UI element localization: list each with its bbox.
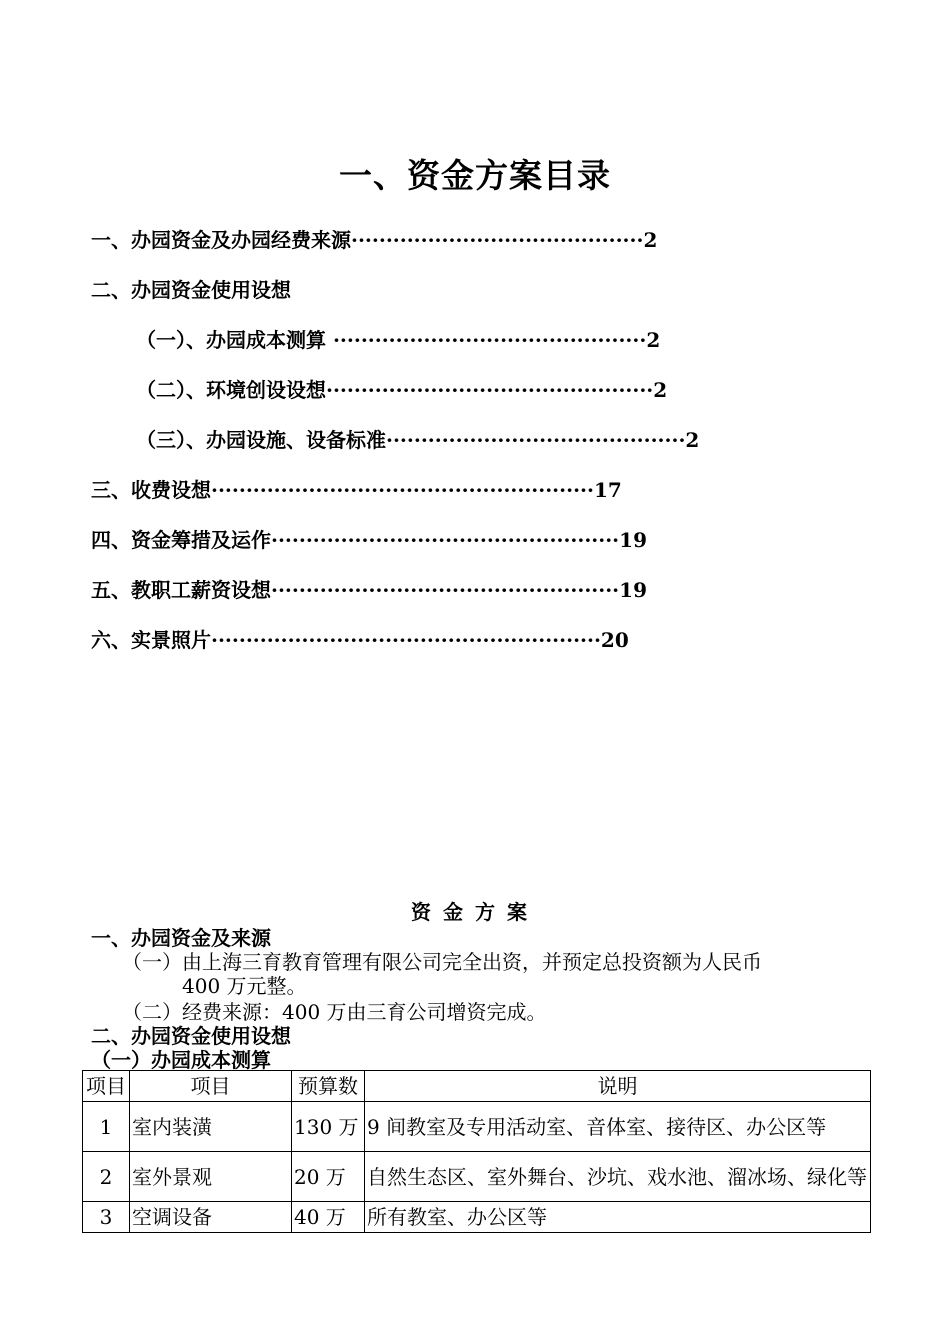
toc-leader-dots: ·············································	[332, 328, 647, 352]
cell-no: 1	[83, 1102, 130, 1152]
heading-funding-source: 一、办园资金及来源	[91, 926, 271, 950]
toc-leader-dots: ···········································	[386, 428, 686, 452]
cell-item: 空调设备	[130, 1202, 292, 1233]
cell-description: 所有教室、办公区等	[365, 1202, 871, 1233]
toc-entry[interactable]	[91, 624, 629, 653]
budget-table	[82, 1070, 871, 1233]
paragraph-funding-2: （二）经费来源：400 万由三育公司增资完成。	[122, 1000, 547, 1024]
cell-description: 自然生态区、室外舞台、沙坑、戏水池、溜冰场、绿化等	[365, 1152, 871, 1202]
toc-leader-dots: ·······················································	[211, 478, 594, 502]
header-budget: 预算数	[292, 1071, 365, 1102]
toc-entry-text: （三）、办园设施、设备标准	[136, 428, 386, 452]
table-header-row	[83, 1071, 871, 1102]
section-title: 资金方案	[411, 900, 539, 924]
toc-page-number: 19	[619, 528, 647, 552]
toc-entry-text: 四、资金筹措及运作	[91, 528, 271, 552]
toc-page-number: 17	[593, 478, 622, 502]
heading-fund-usage: 二、办园资金使用设想	[91, 1024, 291, 1048]
toc-entry[interactable]	[91, 474, 622, 503]
toc-page-number: 20	[600, 628, 629, 652]
cell-budget: 130 万	[292, 1102, 365, 1152]
header-item: 项目	[130, 1071, 292, 1102]
toc-entry[interactable]	[136, 424, 699, 453]
cell-no: 2	[83, 1152, 130, 1202]
toc-leader-dots: ··········································	[351, 228, 644, 252]
toc-title: 一、资金方案目录	[339, 156, 611, 195]
toc-entry-text: 三、收费设想	[91, 478, 211, 502]
toc-entry-text: 一、办园资金及办园经费来源	[91, 228, 351, 252]
toc-entry[interactable]	[91, 524, 647, 553]
toc-page-number: 19	[619, 578, 647, 602]
toc-entry[interactable]	[136, 374, 667, 403]
toc-leader-dots: ··················································	[271, 528, 620, 552]
toc-entry[interactable]	[91, 224, 657, 253]
toc-leader-dots: ··················································	[271, 578, 620, 602]
toc-entry[interactable]	[91, 274, 291, 303]
table-row	[83, 1152, 871, 1202]
paragraph-funding-1: （一）由上海三育教育管理有限公司完全出资，并预定总投资额为人民币	[122, 950, 762, 974]
cell-item: 室外景观	[130, 1152, 292, 1202]
table-row	[83, 1102, 871, 1152]
toc-entry-text: 六、实景照片	[91, 628, 211, 652]
cell-budget: 20 万	[292, 1152, 365, 1202]
cell-description: 9 间教室及专用活动室、音体室、接待区、办公区等	[365, 1102, 871, 1152]
paragraph-funding-1-cont: 400 万元整。	[182, 974, 307, 998]
header-no: 项目	[83, 1071, 130, 1102]
toc-entry-text: （一）、办园成本测算	[136, 328, 333, 352]
toc-page-number: 2	[643, 228, 658, 252]
toc-entry-text: 二、办园资金使用设想	[91, 278, 291, 302]
toc-entry[interactable]	[91, 574, 647, 603]
toc-page-number: 2	[646, 328, 661, 352]
toc-entry-text: （二）、环境创设设想	[136, 378, 326, 402]
toc-page-number: 2	[653, 378, 668, 402]
header-description: 说明	[365, 1071, 871, 1102]
toc-entry-text: 五、教职工薪资设想	[91, 578, 271, 602]
cell-no: 3	[83, 1202, 130, 1233]
cell-budget: 40 万	[292, 1202, 365, 1233]
toc-leader-dots: ························································	[211, 628, 601, 652]
toc-entry[interactable]	[136, 324, 660, 353]
heading-cost-estimate: （一）办园成本测算	[91, 1048, 271, 1072]
cell-item: 室内装潢	[130, 1102, 292, 1152]
toc-page-number: 2	[685, 428, 700, 452]
table-row	[83, 1202, 871, 1233]
toc-leader-dots: ···············································	[326, 378, 654, 402]
